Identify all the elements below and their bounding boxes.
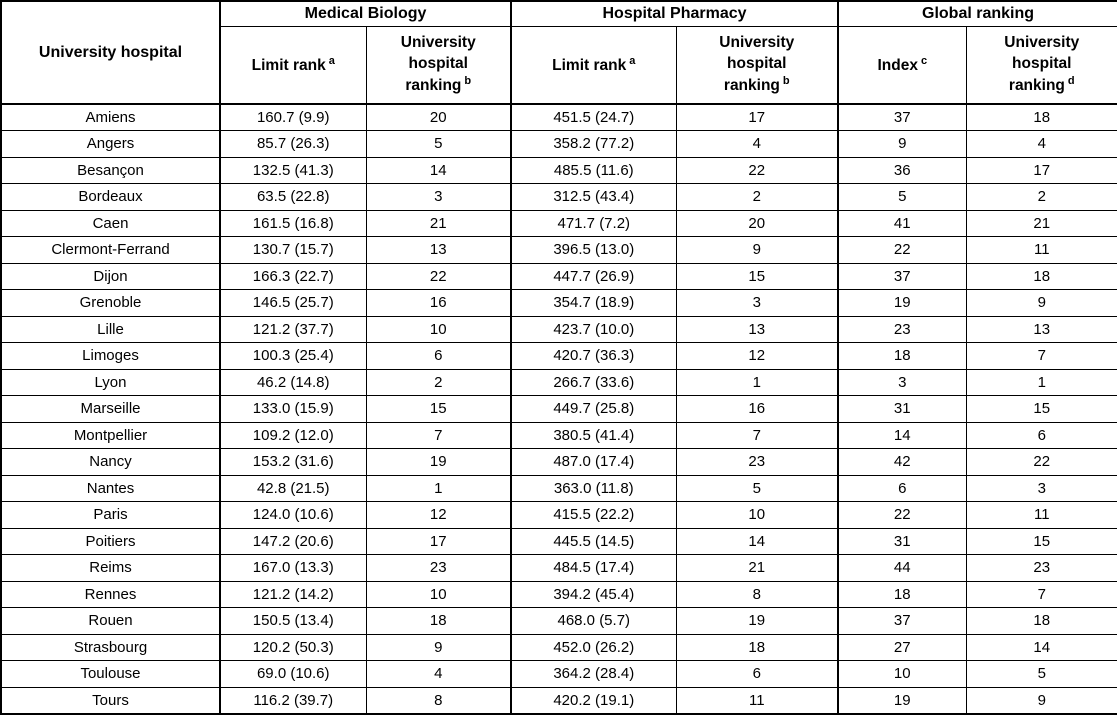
- global-index-cell: 9: [838, 131, 966, 158]
- hospital-name-cell: Poitiers: [1, 528, 220, 555]
- mb-limit-rank-cell: 116.2 (39.7): [220, 687, 366, 714]
- global-index-cell: 27: [838, 634, 966, 661]
- table-row: [1, 581, 1117, 608]
- hp-ranking-cell: 2: [676, 184, 838, 211]
- table-row: [1, 661, 1117, 688]
- global-index-cell: 22: [838, 237, 966, 264]
- group-header-medical-biology: Medical Biology: [220, 1, 511, 26]
- hp-limit-rank-cell: 452.0 (26.2): [511, 634, 676, 661]
- global-ranking-cell: 3: [966, 475, 1117, 502]
- hp-limit-rank-cell: 364.2 (28.4): [511, 661, 676, 688]
- mb-limit-rank-cell: 121.2 (37.7): [220, 316, 366, 343]
- mb-limit-rank-cell: 121.2 (14.2): [220, 581, 366, 608]
- table-row: [1, 369, 1117, 396]
- mb-limit-rank-cell: 160.7 (9.9): [220, 104, 366, 131]
- global-index-cell: 31: [838, 396, 966, 423]
- global-index-cell: 18: [838, 581, 966, 608]
- table-row: [1, 475, 1117, 502]
- global-index-cell: 36: [838, 157, 966, 184]
- col-header-global-ranking: [966, 26, 1117, 104]
- mb-limit-rank-cell: 100.3 (25.4): [220, 343, 366, 370]
- hospital-name-cell: Nantes: [1, 475, 220, 502]
- hp-limit-rank-cell: 358.2 (77.2): [511, 131, 676, 158]
- global-ranking-cell: 11: [966, 502, 1117, 529]
- hp-ranking-cell: 14: [676, 528, 838, 555]
- mb-ranking-cell: 1: [366, 475, 511, 502]
- hp-ranking-cell: 16: [676, 396, 838, 423]
- global-index-cell: 42: [838, 449, 966, 476]
- table-row: [1, 422, 1117, 449]
- table-row: [1, 608, 1117, 635]
- hp-ranking-cell: 4: [676, 131, 838, 158]
- global-index-cell: 6: [838, 475, 966, 502]
- hospital-name-cell: Bordeaux: [1, 184, 220, 211]
- col-header-label: Limit rank: [552, 56, 627, 74]
- global-ranking-cell: 18: [966, 608, 1117, 635]
- global-ranking-cell: 6: [966, 422, 1117, 449]
- mb-ranking-cell: 22: [366, 263, 511, 290]
- mb-limit-rank-cell: 167.0 (13.3): [220, 555, 366, 582]
- table-row: [1, 237, 1117, 264]
- hp-limit-rank-cell: 485.5 (11.6): [511, 157, 676, 184]
- hospital-name-cell: Rouen: [1, 608, 220, 635]
- hp-limit-rank-cell: 266.7 (33.6): [511, 369, 676, 396]
- global-index-cell: 3: [838, 369, 966, 396]
- hospital-name-cell: Rennes: [1, 581, 220, 608]
- mb-ranking-cell: 2: [366, 369, 511, 396]
- mb-ranking-cell: 21: [366, 210, 511, 237]
- col-header-global-index: [838, 26, 966, 104]
- mb-ranking-cell: 9: [366, 634, 511, 661]
- table-row: [1, 528, 1117, 555]
- mb-ranking-cell: 15: [366, 396, 511, 423]
- hospital-name-cell: Amiens: [1, 104, 220, 131]
- table-row: [1, 157, 1117, 184]
- hospital-name-cell: Paris: [1, 502, 220, 529]
- hp-limit-rank-cell: 471.7 (7.2): [511, 210, 676, 237]
- table-row: [1, 634, 1117, 661]
- mb-ranking-cell: 18: [366, 608, 511, 635]
- mb-ranking-cell: 10: [366, 316, 511, 343]
- mb-limit-rank-cell: 63.5 (22.8): [220, 184, 366, 211]
- global-index-cell: 23: [838, 316, 966, 343]
- mb-limit-rank-cell: 69.0 (10.6): [220, 661, 366, 688]
- hospital-name-cell: Montpellier: [1, 422, 220, 449]
- col-header-label: University hospital ranking $^b$: [719, 34, 795, 94]
- mb-ranking-cell: 13: [366, 237, 511, 264]
- global-ranking-cell: 15: [966, 396, 1117, 423]
- global-ranking-cell: 21: [966, 210, 1117, 237]
- global-ranking-cell: 9: [966, 687, 1117, 714]
- mb-ranking-cell: 14: [366, 157, 511, 184]
- global-ranking-cell: 18: [966, 104, 1117, 131]
- hospital-name-cell: Grenoble: [1, 290, 220, 317]
- hp-limit-rank-cell: 394.2 (45.4): [511, 581, 676, 608]
- table-row: [1, 290, 1117, 317]
- hospital-name-cell: Clermont-Ferrand: [1, 237, 220, 264]
- mb-ranking-cell: 23: [366, 555, 511, 582]
- table-row: [1, 343, 1117, 370]
- table-row: [1, 210, 1117, 237]
- global-ranking-cell: 15: [966, 528, 1117, 555]
- global-ranking-cell: 23: [966, 555, 1117, 582]
- hp-ranking-cell: 19: [676, 608, 838, 635]
- hp-ranking-cell: 20: [676, 210, 838, 237]
- hospital-name-cell: Lyon: [1, 369, 220, 396]
- col-header-mb-ranking: [366, 26, 511, 104]
- hp-limit-rank-cell: 423.7 (10.0): [511, 316, 676, 343]
- global-ranking-cell: 9: [966, 290, 1117, 317]
- hp-limit-rank-cell: 484.5 (17.4): [511, 555, 676, 582]
- global-index-cell: 44: [838, 555, 966, 582]
- table-row: [1, 449, 1117, 476]
- hp-limit-rank-cell: 363.0 (11.8): [511, 475, 676, 502]
- table-body: [1, 104, 1117, 714]
- group-header-global-ranking: Global ranking: [838, 1, 1117, 26]
- global-index-cell: 37: [838, 263, 966, 290]
- hospital-name-cell: Reims: [1, 555, 220, 582]
- hp-ranking-cell: 7: [676, 422, 838, 449]
- hp-limit-rank-cell: 447.7 (26.9): [511, 263, 676, 290]
- hp-ranking-cell: 8: [676, 581, 838, 608]
- mb-limit-rank-cell: 124.0 (10.6): [220, 502, 366, 529]
- global-index-cell: 37: [838, 104, 966, 131]
- mb-limit-rank-cell: 132.5 (41.3): [220, 157, 366, 184]
- global-ranking-cell: 18: [966, 263, 1117, 290]
- col-header-label: Index: [877, 56, 918, 74]
- col-header-label: Limit rank: [251, 56, 326, 74]
- mb-limit-rank-cell: 130.7 (15.7): [220, 237, 366, 264]
- global-index-cell: 19: [838, 290, 966, 317]
- hp-ranking-cell: 1: [676, 369, 838, 396]
- header-group-row: [1, 1, 1117, 26]
- global-ranking-cell: 1: [966, 369, 1117, 396]
- mb-limit-rank-cell: 46.2 (14.8): [220, 369, 366, 396]
- hp-ranking-cell: 3: [676, 290, 838, 317]
- global-index-cell: 37: [838, 608, 966, 635]
- table-row: [1, 104, 1117, 131]
- hp-ranking-cell: 9: [676, 237, 838, 264]
- hp-ranking-cell: 17: [676, 104, 838, 131]
- table-header: [1, 1, 1117, 104]
- hp-ranking-cell: 5: [676, 475, 838, 502]
- global-ranking-cell: 13: [966, 316, 1117, 343]
- footnote-marker-c: c: [920, 54, 928, 67]
- mb-ranking-cell: 6: [366, 343, 511, 370]
- mb-ranking-cell: 3: [366, 184, 511, 211]
- footnote-marker-b: b: [782, 74, 790, 87]
- table-row: [1, 502, 1117, 529]
- corner-header-university-hospital: University hospital: [1, 1, 220, 104]
- hospital-name-cell: Marseille: [1, 396, 220, 423]
- hp-ranking-cell: 6: [676, 661, 838, 688]
- global-ranking-cell: 14: [966, 634, 1117, 661]
- table-row: [1, 687, 1117, 714]
- mb-limit-rank-cell: 42.8 (21.5): [220, 475, 366, 502]
- hp-limit-rank-cell: 451.5 (24.7): [511, 104, 676, 131]
- mb-limit-rank-cell: 150.5 (13.4): [220, 608, 366, 635]
- col-header-hp-limit-rank: [511, 26, 676, 104]
- mb-ranking-cell: 10: [366, 581, 511, 608]
- mb-ranking-cell: 7: [366, 422, 511, 449]
- mb-ranking-cell: 19: [366, 449, 511, 476]
- hospital-name-cell: Caen: [1, 210, 220, 237]
- mb-ranking-cell: 12: [366, 502, 511, 529]
- table-row: [1, 184, 1117, 211]
- mb-ranking-cell: 16: [366, 290, 511, 317]
- mb-ranking-cell: 8: [366, 687, 511, 714]
- col-header-label: University hospital ranking $^d$: [1004, 34, 1080, 94]
- hp-ranking-cell: 18: [676, 634, 838, 661]
- mb-limit-rank-cell: 166.3 (22.7): [220, 263, 366, 290]
- hp-ranking-cell: 12: [676, 343, 838, 370]
- footnote-marker-a: a: [328, 54, 335, 67]
- mb-limit-rank-cell: 133.0 (15.9): [220, 396, 366, 423]
- hp-limit-rank-cell: 445.5 (14.5): [511, 528, 676, 555]
- hp-limit-rank-cell: 380.5 (41.4): [511, 422, 676, 449]
- global-index-cell: 41: [838, 210, 966, 237]
- table-row: [1, 396, 1117, 423]
- footnote-marker-d: d: [1067, 74, 1075, 87]
- global-ranking-cell: 17: [966, 157, 1117, 184]
- hp-ranking-cell: 21: [676, 555, 838, 582]
- hospital-name-cell: Limoges: [1, 343, 220, 370]
- hp-limit-rank-cell: 420.7 (36.3): [511, 343, 676, 370]
- global-ranking-cell: 7: [966, 581, 1117, 608]
- mb-ranking-cell: 17: [366, 528, 511, 555]
- mb-limit-rank-cell: 109.2 (12.0): [220, 422, 366, 449]
- col-header-hp-ranking: [676, 26, 838, 104]
- hp-limit-rank-cell: 354.7 (18.9): [511, 290, 676, 317]
- group-header-hospital-pharmacy: Hospital Pharmacy: [511, 1, 838, 26]
- hp-ranking-cell: 10: [676, 502, 838, 529]
- global-ranking-cell: 5: [966, 661, 1117, 688]
- mb-limit-rank-cell: 85.7 (26.3): [220, 131, 366, 158]
- mb-ranking-cell: 5: [366, 131, 511, 158]
- global-index-cell: 18: [838, 343, 966, 370]
- hp-ranking-cell: 22: [676, 157, 838, 184]
- hp-limit-rank-cell: 468.0 (5.7): [511, 608, 676, 635]
- col-header-label: University hospital ranking $^b$: [400, 34, 476, 94]
- hp-ranking-cell: 15: [676, 263, 838, 290]
- global-ranking-cell: 2: [966, 184, 1117, 211]
- hospital-name-cell: Strasbourg: [1, 634, 220, 661]
- hp-ranking-cell: 23: [676, 449, 838, 476]
- global-index-cell: 5: [838, 184, 966, 211]
- hospital-name-cell: Nancy: [1, 449, 220, 476]
- table-row: [1, 263, 1117, 290]
- hp-limit-rank-cell: 312.5 (43.4): [511, 184, 676, 211]
- hp-limit-rank-cell: 396.5 (13.0): [511, 237, 676, 264]
- hp-limit-rank-cell: 415.5 (22.2): [511, 502, 676, 529]
- footnote-marker-b: b: [464, 74, 472, 87]
- hp-ranking-cell: 13: [676, 316, 838, 343]
- hp-limit-rank-cell: 420.2 (19.1): [511, 687, 676, 714]
- hp-limit-rank-cell: 487.0 (17.4): [511, 449, 676, 476]
- mb-ranking-cell: 4: [366, 661, 511, 688]
- mb-limit-rank-cell: 120.2 (50.3): [220, 634, 366, 661]
- global-index-cell: 14: [838, 422, 966, 449]
- hospital-name-cell: Toulouse: [1, 661, 220, 688]
- table-row: [1, 555, 1117, 582]
- hp-ranking-cell: 11: [676, 687, 838, 714]
- mb-ranking-cell: 20: [366, 104, 511, 131]
- hospital-name-cell: Lille: [1, 316, 220, 343]
- global-ranking-cell: 4: [966, 131, 1117, 158]
- global-ranking-cell: 11: [966, 237, 1117, 264]
- global-index-cell: 22: [838, 502, 966, 529]
- footnote-marker-a: a: [629, 54, 636, 67]
- table-row: [1, 316, 1117, 343]
- hospital-name-cell: Angers: [1, 131, 220, 158]
- mb-limit-rank-cell: 153.2 (31.6): [220, 449, 366, 476]
- hp-limit-rank-cell: 449.7 (25.8): [511, 396, 676, 423]
- mb-limit-rank-cell: 146.5 (25.7): [220, 290, 366, 317]
- mb-limit-rank-cell: 161.5 (16.8): [220, 210, 366, 237]
- hospital-name-cell: Besançon: [1, 157, 220, 184]
- hospital-name-cell: Tours: [1, 687, 220, 714]
- col-header-mb-limit-rank: [220, 26, 366, 104]
- global-index-cell: 19: [838, 687, 966, 714]
- mb-limit-rank-cell: 147.2 (20.6): [220, 528, 366, 555]
- global-ranking-cell: 22: [966, 449, 1117, 476]
- global-ranking-cell: 7: [966, 343, 1117, 370]
- table-row: [1, 131, 1117, 158]
- hospital-name-cell: Dijon: [1, 263, 220, 290]
- global-index-cell: 31: [838, 528, 966, 555]
- global-index-cell: 10: [838, 661, 966, 688]
